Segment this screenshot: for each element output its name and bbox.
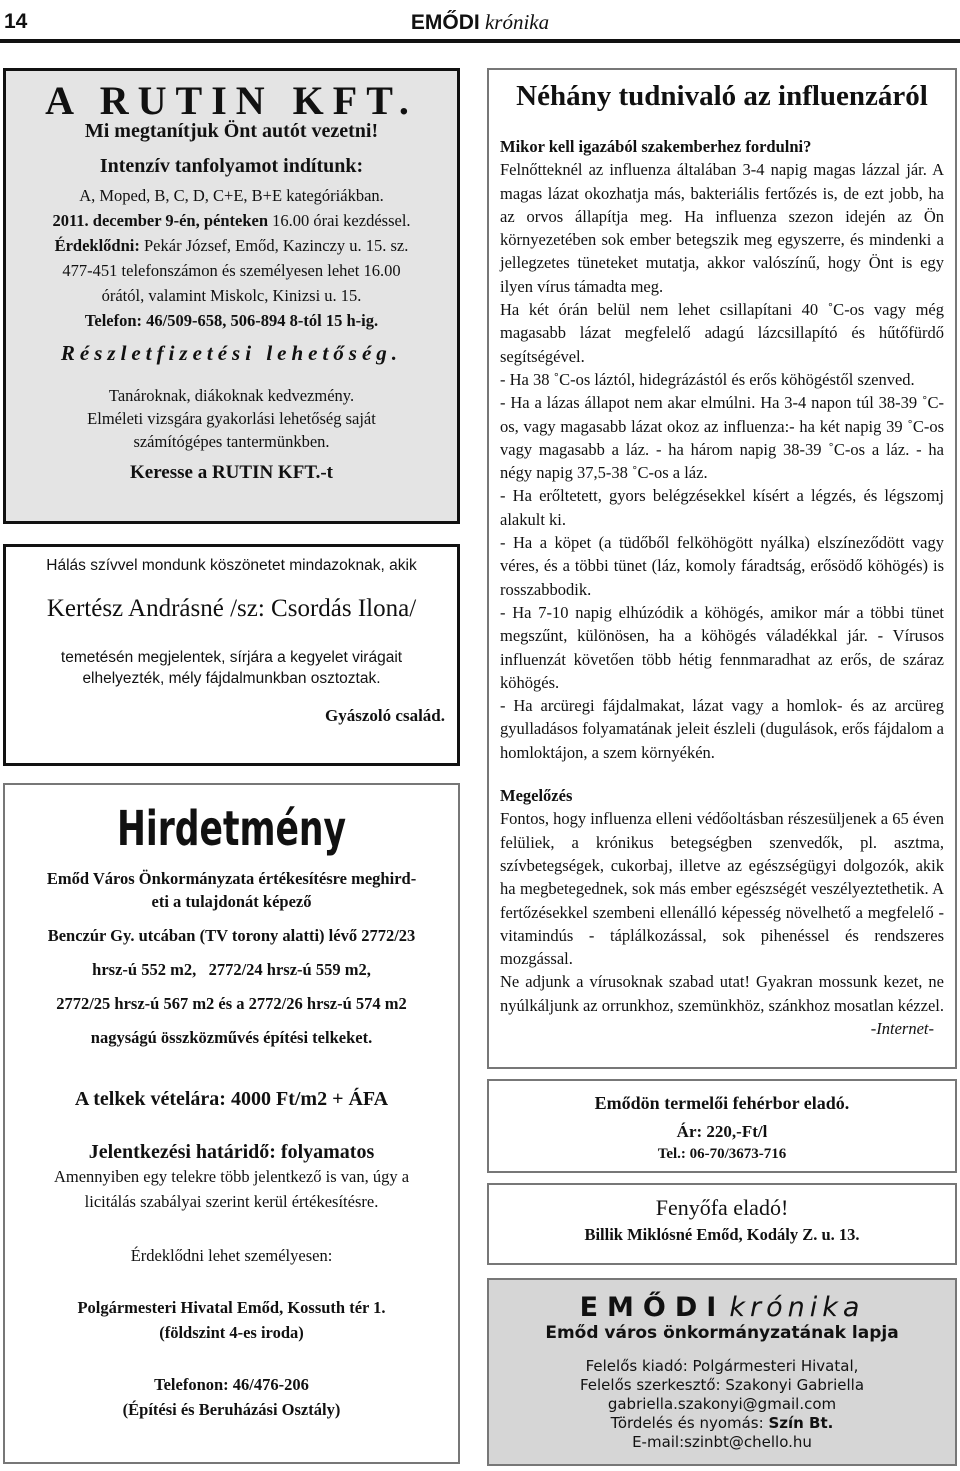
- page-number: 14: [4, 10, 28, 33]
- colophon-print: [489, 1414, 955, 1433]
- rutin-contact: [6, 236, 457, 256]
- colophon-print-label: Tördelés és nyomás:: [610, 1414, 764, 1432]
- pine-ad: [487, 1183, 957, 1265]
- rutin-discount: Tanároknak, diákoknak kedvezmény.: [108, 386, 355, 405]
- announcement-phone-2: (Építési és Beruházási Osztály): [122, 1400, 341, 1419]
- deceased-name: Kertész Andrásné /sz: Csordás Ilona/: [46, 595, 417, 622]
- announcement-inquire: Érdeklődni lehet személyesen:: [130, 1246, 333, 1265]
- wine-ad: [487, 1079, 957, 1173]
- rutin-practice-2: számítógépes tantermünkben.: [133, 432, 330, 451]
- rutin-phone-line: 477-451 telefonszámon és személyesen lehet 16.00: [62, 261, 401, 280]
- article-paragraph: - Ha erőltetett, gyors belégzésekkel kísért a légzés, és légszomj alakult ki.: [500, 486, 944, 529]
- rutin-date: [6, 211, 457, 231]
- article-prevention-heading: Megelőzés: [500, 786, 573, 806]
- announcement-line-3: Benczúr Gy. utcában (TV torony alatti) lévő 2772/23: [47, 926, 416, 945]
- announcement-auction-2: licitálás szabályai szerint kerül értékesítésre.: [84, 1192, 379, 1211]
- header-rule: [0, 39, 960, 43]
- page-header: [0, 0, 960, 46]
- article-paragraph: Ha két órán belül nem lehet csillapítani 40 ˚C-os vagy még magasabb lázat megfelelő adagú lázcsillapító és hűtőfürdő segítségével.: [500, 300, 944, 366]
- announcement-price: A telkek vételára: 4000 Ft/m2 + ÁFA: [74, 1088, 389, 1110]
- colophon-editor: Felelős szerkesztő: Szakonyi Gabriella: [579, 1376, 865, 1394]
- rutin-date-rest: 16.00 órai kezdéssel.: [272, 211, 411, 230]
- article-paragraph: - Ha 38 ˚C-os láztól, hidegrázástól és erős köhögéstől szenved.: [500, 369, 915, 389]
- article-paragraph: Fontos, hogy influenza elleni védőoltásban részesüljenek a 65 éven felüliek, a krónikus betegségben szenvedők, pl. asztma, szívbetegségek, cukorbaj, illetve az egészségügyi dolgozók, akik ha megbetegednek, sok más ember egészségét veszélyeztethetik. A fertőzésekkel szembeni ellenálló képesség növelhető a megfelelő - vitamindús - táplálkozással, sok pihenéssel és rendszeres mozgással.: [500, 809, 944, 969]
- announcement-line-2: eti a tulajdonát képező: [151, 892, 312, 911]
- colophon-logo-sub: krónika: [729, 1292, 865, 1323]
- colophon: [487, 1278, 957, 1466]
- colophon-print-company: Szín Bt.: [768, 1414, 834, 1432]
- thanks-signature: Gyászoló család.: [325, 706, 445, 725]
- thanks-intro: Hálás szívvel mondunk köszönetet mindazoknak, akik: [46, 557, 417, 574]
- rutin-contact-rest: Pekár József, Emőd, Kazinczy u. 15. sz.: [144, 236, 409, 255]
- announcement-office-2: (földszint 4-es iroda): [159, 1323, 304, 1342]
- rutin-closing: Keresse a RUTIN KFT.-t: [130, 462, 333, 483]
- announcement-office-1: Polgármesteri Hivatal Emőd, Kossuth tér 1.: [77, 1298, 386, 1317]
- pine-contact: Billik Miklósné Emőd, Kodály Z. u. 13.: [584, 1225, 860, 1244]
- obituary-thanks: [3, 544, 460, 766]
- wine-price: Ár: 220,-Ft/l: [676, 1122, 768, 1141]
- influenza-article: [487, 68, 957, 1069]
- rutin-title: A RUTIN KFT.: [45, 78, 418, 123]
- article-paragraph: - Ha 7-10 napig elhúzódik a köhögés, amikor már a többi tünet megszűnt, különösen, ha a köhögés váladékkal jár. - Vírusos influenzát követően több hétig fennmaradhat az erős, de száraz köhögés.: [500, 602, 944, 692]
- article-paragraph: Felnőtteknél az influenza általában 3-4 napig magas lázzal jár. A magas lázat okozhatja más, bakteriális fertőzés is, de ezt jobb, ha az orvos állapítja meg. Ha influenza szezon idején az Ön környezetében sok ember betegszik meg egyszerre, és mindenki a jellegzetes tüneteket mutatja, akkor valószínű, hogy Önt is egy ilyen vírus támadta meg.: [500, 160, 944, 296]
- rutin-date-bold: 2011. december 9-én, pénteken: [52, 211, 269, 230]
- announcement-line-6: nagyságú összközművés építési telkeket.: [90, 1028, 373, 1047]
- rutin-ad: [3, 68, 460, 524]
- colophon-logo-main: EMŐDI: [579, 1292, 726, 1323]
- announcement-auction-1: Amennyiben egy telekre több jelentkező is van, úgy a: [53, 1167, 410, 1186]
- masthead-brand: EMŐDI: [410, 11, 480, 34]
- wine-title: Emődön termelői fehérbor eladó.: [594, 1093, 850, 1113]
- colophon-publisher: Felelős kiadó: Polgármesteri Hivatal,: [585, 1357, 859, 1375]
- rutin-categories: A, Moped, B, C, D, C+E, B+E kategóriákban.: [79, 186, 384, 205]
- colophon-email: gabriella.szakonyi@gmail.com: [607, 1395, 837, 1413]
- rutin-contact-label: Érdeklődni:: [54, 236, 140, 255]
- wine-phone: Tel.: 06-70/3673-716: [657, 1146, 787, 1162]
- rutin-miskolc-line: órától, valamint Miskolc, Kinizsi u. 15.: [101, 286, 362, 305]
- pine-title: Fenyőfa eladó!: [655, 1195, 789, 1220]
- article-source: -Internet-: [870, 1018, 934, 1038]
- article-paragraph: - Ha a lázas állapot nem akar elmúlni. Ha 3-4 napon túl 38-39 ˚C-os, vagy magasabb lázat okoz az influenza:- ha két napig 39 ˚C-os vagy magasabb a láz. - ha három napig 38-39 ˚C-os a láz. - ha négy napig 37,5-38 ˚C-os a láz.: [500, 393, 944, 483]
- announcement-phone-1: Telefonon: 46/476-206: [154, 1375, 309, 1394]
- announcement-deadline: Jelentkezési határidő: folyamatos: [88, 1141, 375, 1163]
- thanks-body-2: elhelyezték, mély fájdalmunkban osztoztak.: [82, 670, 381, 687]
- rutin-practice-1: Elméleti vizsgára gyakorlási lehetőség saját: [87, 409, 376, 428]
- masthead-suffix: krónika: [484, 10, 550, 34]
- rutin-installment: Részletfizetési lehetőség.: [60, 341, 403, 365]
- article-question-heading: Mikor kell igazából szakemberhez fordulni?: [500, 137, 812, 156]
- thanks-body-1: temetésén megjelentek, sírjára a kegyelet virágait: [60, 649, 403, 666]
- article-paragraph: - Ha arcüregi fájdalmakat, lázat vagy a homlok- és az arcüreg gyulladásos folyamatának jeleit észleli (dugulások, erős fájdalom a homloktájon, a szem környékén.: [500, 696, 944, 762]
- article-paragraph: - Ha a köpet (a tüdőből felköhögött nyálka) elszíneződött vagy véres, és a többi tünet (láz, komoly fáradtság, erősödő köhögés) is rosszabbodik.: [500, 533, 944, 599]
- announcement-line-5: 2772/25 hrsz-ú 567 m2 és a 2772/26 hrsz-ú 574 m2: [56, 994, 407, 1013]
- announcement: [3, 783, 460, 1464]
- masthead: [0, 10, 960, 35]
- colophon-subtitle: Emőd város önkormányzatának lapja: [545, 1323, 899, 1343]
- rutin-course: Intenzív tanfolyamot indítunk:: [99, 155, 364, 177]
- announcement-line-4: hrsz-ú 552 m2, 2772/24 hrsz-ú 559 m2,: [92, 960, 371, 979]
- colophon-print-email: E-mail:szinbt@chello.hu: [632, 1433, 812, 1451]
- announcement-line-1: Emőd Város Önkormányzata értékesítésre meghird-: [46, 869, 417, 888]
- rutin-slogan: Mi megtanítjuk Önt autót vezetni!: [84, 120, 379, 142]
- announcement-title: Hirdetmény: [116, 801, 347, 857]
- rutin-telefon: Telefon: 46/509-658, 506-894 8-tól 15 h-ig.: [84, 311, 379, 330]
- article-title: Néhány tudnivaló az influenzáról: [516, 80, 928, 112]
- colophon-logo: [489, 1292, 955, 1323]
- article-paragraph: Ne adjunk a vírusoknak szabad utat! Gyakran mossunk kezet, ne nyúlkáljunk az orrunkhoz, szemünkhöz, szánkhoz mosatlan kézzel.: [500, 972, 944, 1015]
